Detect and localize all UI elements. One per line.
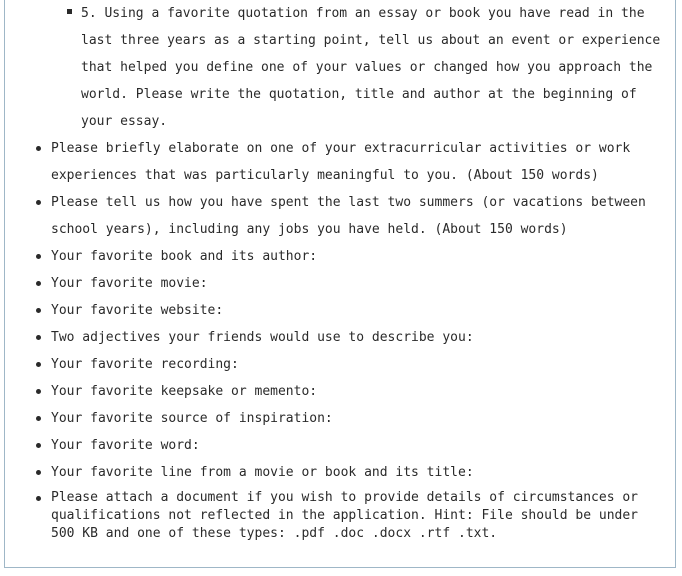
- disc-bullet-icon: [36, 416, 41, 421]
- disc-bullet-icon: [36, 496, 41, 501]
- list-item: [51, 351, 663, 378]
- disc-bullet-icon: [36, 470, 41, 475]
- list-item-text: Two adjectives your friends would use to describe you:: [51, 330, 474, 345]
- list-item: [51, 189, 663, 243]
- disc-bullet-icon: [36, 389, 41, 394]
- list-item-text: Your favorite recording:: [51, 357, 239, 372]
- list-item-text: Please tell us how you have spent the last two summers (or vacations between school years), including any jobs you have held. (About 150 words): [51, 195, 646, 237]
- list-item: [51, 489, 663, 543]
- list-item-text: Your favorite book and its author:: [51, 249, 318, 264]
- disc-bullet-icon: [36, 335, 41, 340]
- list-item-text: 5. Using a favorite quotation from an essay or book you have read in the last three years as a starting point, tell us about an event or experience that helped you define one of your values or changed how you approach the world. Please write the quotation, title and author at the beginning of your essay.: [81, 6, 661, 129]
- disc-bullet-icon: [36, 308, 41, 313]
- list-item-text: Please attach a document if you wish to provide details of circumstances or qualifications not reflected in the application. Hint: File should be under 500 KB and one of these types: .pdf .doc .docx .rtf .txt.: [51, 490, 638, 541]
- list-item: [51, 243, 663, 270]
- list-item-text: Please briefly elaborate on one of your extracurricular activities or work experiences that was particularly meaningful to you. (About 150 words): [51, 141, 631, 183]
- list-item-text: Your favorite website:: [51, 303, 224, 318]
- list-item: [51, 270, 663, 297]
- list-item-text: Your favorite word:: [51, 438, 200, 453]
- list-item-text: Your favorite source of inspiration:: [51, 411, 333, 426]
- list-item: [51, 135, 663, 189]
- disc-bullet-icon: [36, 254, 41, 259]
- list-item: [51, 405, 663, 432]
- list-item-text: Your favorite line from a movie or book and its title:: [51, 465, 474, 480]
- disc-bullet-icon: [36, 200, 41, 205]
- list-item-text: Your favorite movie:: [51, 276, 208, 291]
- list-item: [51, 432, 663, 459]
- nested-list-item: [81, 0, 661, 135]
- list-item: [51, 378, 663, 405]
- square-bullet-icon: [67, 9, 72, 14]
- list-item-text: Your favorite keepsake or memento:: [51, 384, 318, 399]
- list-item: [51, 324, 663, 351]
- list-item: [51, 459, 663, 486]
- disc-bullet-icon: [36, 443, 41, 448]
- disc-bullet-icon: [36, 146, 41, 151]
- disc-bullet-icon: [36, 281, 41, 286]
- disc-bullet-icon: [36, 362, 41, 367]
- nested-list: [0, 0, 682, 135]
- outer-list: [0, 135, 682, 543]
- list-item: [51, 297, 663, 324]
